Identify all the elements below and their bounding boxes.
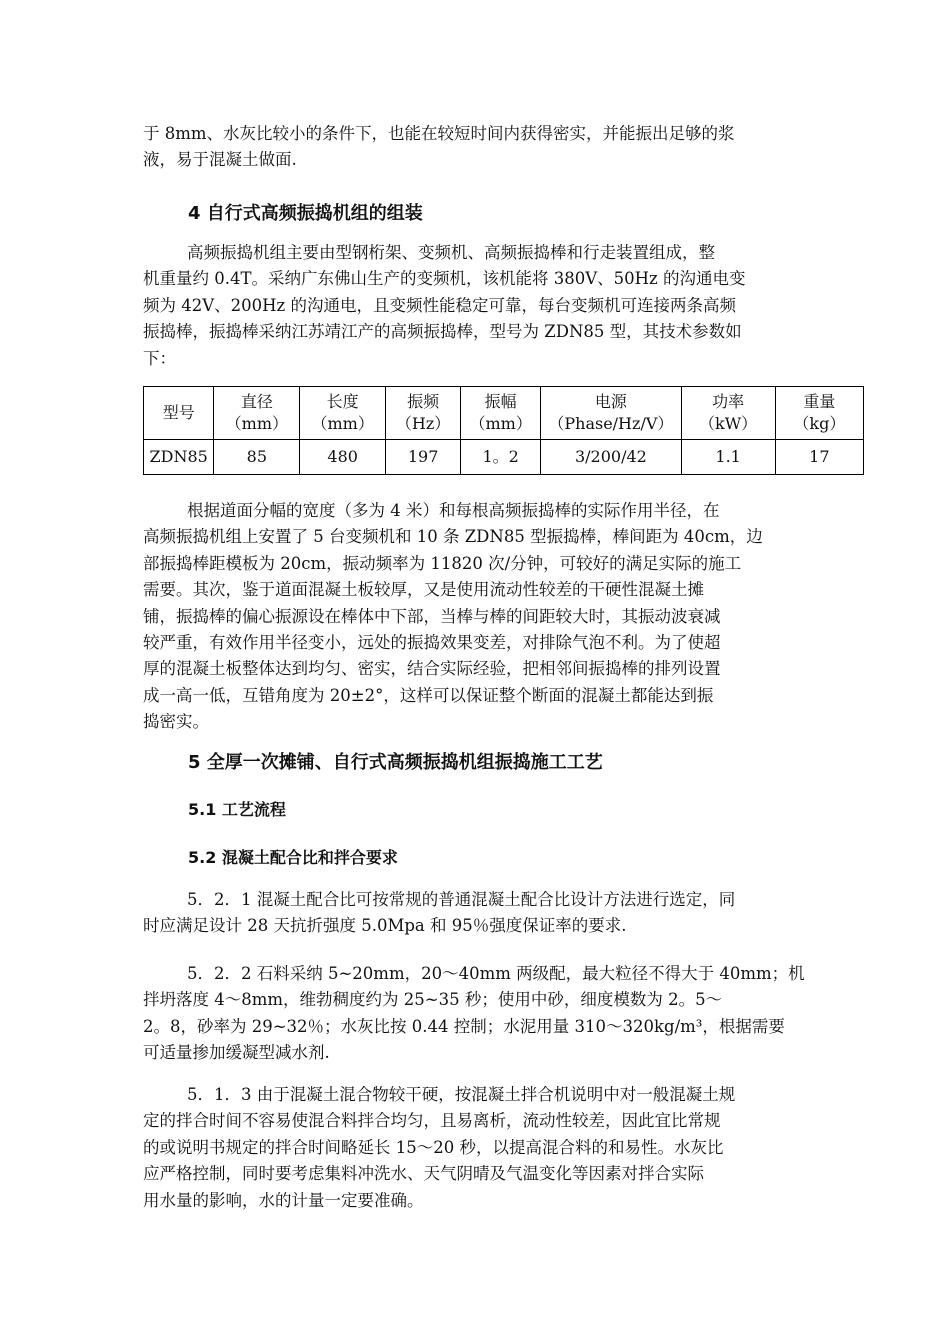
paragraph-5-2-2 (143, 961, 806, 1067)
text-line: 部振捣棒距模板为 20cm，振动频率为 11820 次/分钟，可较好的满足实际的施工 (143, 553, 742, 573)
text-line: 液，易于混凝土做面. (143, 150, 297, 170)
section-5-2-heading: 5.2 混凝土配合比和拌合要求 (188, 848, 398, 867)
text-line: 高频振捣机组上安置了 5 台变频机和 10 条 ZDN85 型振捣棒，棒间距为 40cm，边 (143, 527, 763, 547)
table-row (144, 440, 864, 475)
text-line: 根据道面分幅的宽度（多为 4 米）和每根高频振捣棒的实际作用半径，在 (187, 501, 720, 520)
table-cell: 1.1 (681, 440, 775, 475)
text-line: 频为 42V、200Hz 的沟通电，且变频性能稳定可靠，每台变频机可连接两条高频 (143, 295, 736, 315)
text-line: 捣密实。 (143, 712, 209, 732)
section-5-heading: 5 全厚一次摊铺、自行式高频振捣机组振捣施工工艺 (188, 752, 603, 773)
table-cell: 1。2 (461, 440, 541, 475)
table-cell: 3/200/42 (541, 440, 681, 475)
table-cell: 85 (214, 440, 300, 475)
table-header-cell: 长度 （mm） (300, 387, 386, 440)
text-line: 厚的混凝土板整体达到均匀、密实，结合实际经验，把相邻间振捣棒的排列设置 (143, 659, 721, 679)
text-line: 振捣棒，振捣棒采纳江苏靖江产的高频振捣棒，型号为 ZDN85 型，其技术参数如 (143, 322, 742, 342)
text-line: 应严格控制，同时要考虑集料冲洗水、天气阴晴及气温变化等因素对拌合实际 (143, 1164, 704, 1184)
table-cell: 197 (386, 440, 461, 475)
table-cell: 480 (300, 440, 386, 475)
text-line: 5．2．2 石料采纳 5~20mm，20～40mm 两级配，最大粒径不得大于 40mm；机 (187, 964, 805, 983)
table-header-cell: 电源 （Phase/Hz/V） (541, 387, 681, 440)
table-header-cell: 振幅 （mm） (461, 387, 541, 440)
text-line: 于 8mm、水灰比较小的条件下，也能在较短时间内获得密实，并能振出足够的浆 (143, 124, 735, 143)
table-cell: ZDN85 (144, 440, 214, 475)
table-header-row (144, 387, 864, 440)
text-line: 需要。其次，鉴于道面混凝土板较厚，又是使用流动性较差的干硬性混凝土摊 (143, 580, 704, 600)
section-4-heading: 4 自行式高频振捣机组的组装 (188, 203, 423, 224)
vibrator-layout-paragraph (143, 498, 806, 736)
text-line: 铺，振捣棒的偏心振源设在棒体中下部，当棒与棒的间距较大时，其振动波衰减 (143, 606, 721, 626)
table-header-cell: 型号 (144, 387, 214, 440)
text-line: 成一高一低，互错角度为 20±2°，这样可以保证整个断面的混凝土都能达到振 (143, 685, 714, 705)
text-line: 拌坍落度 4～8mm，维勃稠度约为 25~35 秒；使用中砂，细度模数为 2。5～ (143, 990, 723, 1010)
spec-table (143, 386, 864, 475)
paragraph-5-2-1 (143, 887, 806, 940)
text-line: 高频振捣机组主要由型钢桁架、变频机、高频振捣棒和行走装置组成，整 (187, 243, 715, 262)
text-line: 时应满足设计 28 天抗折强度 5.0Mpa 和 95％强度保证率的要求. (143, 916, 627, 936)
text-line: 机重量约 0.4T。采纳广东佛山生产的变频机，该机能将 380V、50Hz 的沟通电变 (143, 269, 746, 289)
text-line: 定的拌合时间不容易使混合料拌合均匀，且易离析，流动性较差，因此宜比常规 (143, 1111, 721, 1131)
text-line: 5．1．3 由于混凝土混合物较干硬，按混凝土拌合机说明中对一般混凝土规 (187, 1085, 736, 1104)
table-header-cell: 振频 （Hz） (386, 387, 461, 440)
table-header-cell: 直径 （mm） (214, 387, 300, 440)
section-5-1-heading: 5.1 工艺流程 (188, 800, 286, 819)
paragraph-5-1-3 (143, 1082, 806, 1214)
text-line: 2。8，砂率为 29~32％；水灰比按 0.44 控制；水泥用量 310～320kg/m³，根据需要 (143, 1016, 785, 1036)
text-line: 5．2．1 混凝土配合比可按常规的普通混凝土配合比设计方法进行选定，同 (187, 890, 736, 909)
text-line: 较严重，有效作用半径变小，远处的振捣效果变差，对排除气泡不利。为了使超 (143, 633, 721, 653)
text-line: 的或说明书规定的拌合时间略延长 15～20 秒，以提高混合料的和易性。水灰比 (143, 1137, 724, 1157)
table-cell: 17 (775, 440, 863, 475)
table-header-cell: 重量 （kg） (775, 387, 863, 440)
text-line: 用水量的影响，水的计量一定要准确。 (143, 1190, 424, 1210)
paragraph-continuation (143, 121, 806, 174)
section-4-intro (143, 240, 806, 372)
table-header-cell: 功率 （kW） (681, 387, 775, 440)
text-line: 可适量掺加缓凝型减水剂. (143, 1043, 330, 1063)
text-line: 下： (143, 348, 176, 368)
